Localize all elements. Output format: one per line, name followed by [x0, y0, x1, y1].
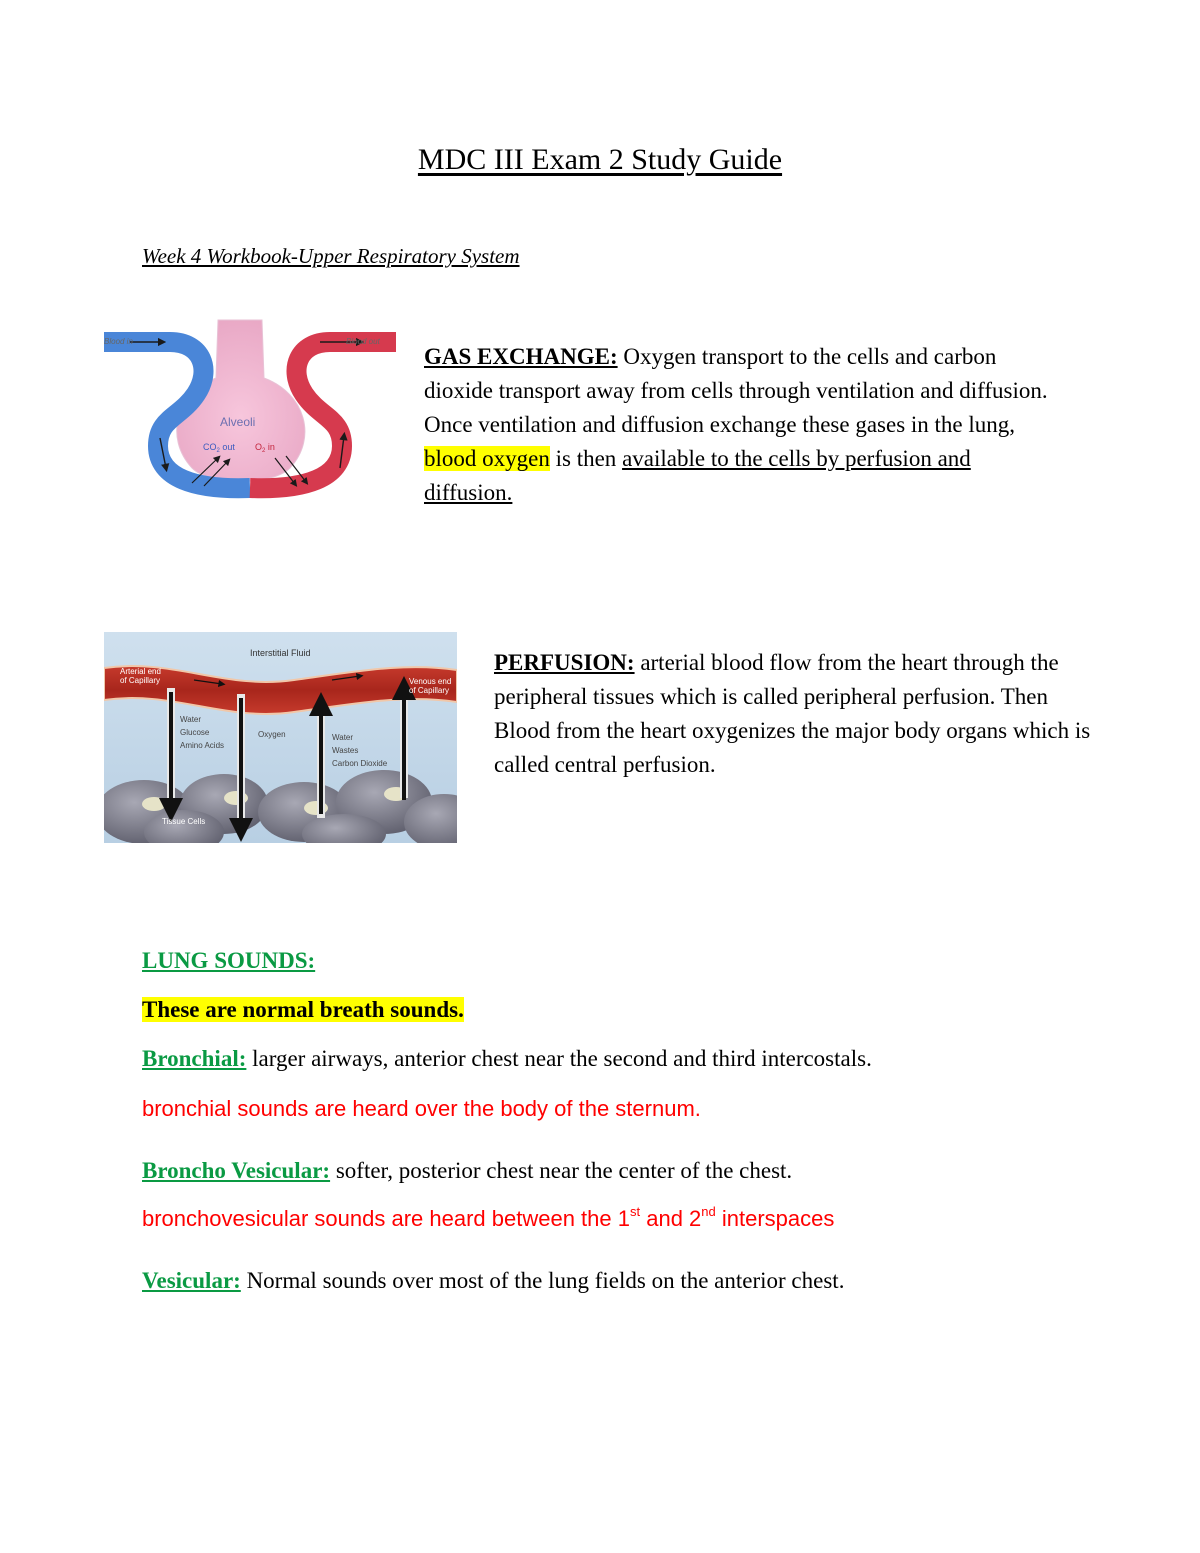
- vesicular-label: Vesicular:: [142, 1268, 241, 1293]
- arterial-label-2: of Capillary: [120, 676, 161, 685]
- blood-in-label: Blood in: [104, 337, 133, 346]
- gas-exchange-heading: GAS EXCHANGE:: [424, 344, 618, 369]
- blood-oxygen-highlight: blood oxygen: [424, 446, 550, 471]
- tissue-cells-label: Tissue Cells: [162, 817, 206, 826]
- lung-sounds-heading: LUNG SOUNDS:: [142, 948, 316, 973]
- broncho-vesicular-note: bronchovesicular sounds are heard between the 1st and 2nd interspaces: [142, 1204, 835, 1231]
- bronchial-note: bronchial sounds are heard over the body of the sternum.: [142, 1096, 701, 1121]
- blood-out-label: Blood out: [346, 337, 380, 346]
- arterial-label-1: Arterial end: [120, 667, 161, 676]
- venous-label-1: Venous end: [409, 677, 452, 686]
- interstitial-label: Interstitial Fluid: [250, 648, 311, 658]
- gas-exchange-paragraph: GAS EXCHANGE: Oxygen transport to the cells and carbon dioxide transport away from cells through ventilation and diffusion. Once ventilation and diffusion exchange these gases in the lung, blood oxygen is then available to the cells by perfusion and diffusion.: [424, 344, 1048, 505]
- right-list-2: Wastes: [332, 746, 359, 755]
- co2-label: $CO_2$ out: [203, 442, 235, 454]
- oxygen-label: Oxygen: [258, 730, 286, 739]
- vesicular-line: Vesicular: Normal sounds over most of the lung fields on the anterior chest.: [142, 1268, 845, 1293]
- broncho-vesicular-line: Broncho Vesicular: softer, posterior chest near the center of the chest.: [142, 1158, 793, 1183]
- right-list-1: Water: [332, 733, 354, 742]
- bronchial-label: Bronchial:: [142, 1046, 247, 1071]
- alveoli-label: Alveoli: [220, 415, 256, 429]
- venous-label-2: of Capillary: [409, 686, 450, 695]
- bronchial-line: Bronchial: larger airways, anterior chest near the second and third intercostals.: [142, 1046, 872, 1071]
- document-title: MDC III Exam 2 Study Guide: [417, 143, 783, 176]
- broncho-vesicular-label: Broncho Vesicular:: [142, 1158, 331, 1183]
- perfusion-heading: PERFUSION:: [494, 650, 635, 675]
- left-list-3: Amino Acids: [180, 741, 225, 750]
- gas-exchange-figure: [100, 318, 400, 508]
- perfusion-figure: [104, 632, 457, 843]
- left-list-2: Glucose: [180, 728, 210, 737]
- perfusion-paragraph: PERFUSION: arterial blood flow from the heart through the peripheral tissues which is called peripheral perfusion. Then Blood from the heart oxygenizes the major body organs which is called central perfusion.: [494, 650, 1091, 777]
- left-list-1: Water: [180, 715, 202, 724]
- week-heading: Week 4 Workbook-Upper Respiratory System: [142, 244, 520, 268]
- o2-label: $O_2$ in: [255, 442, 275, 454]
- normal-breath-sounds: These are normal breath sounds.: [142, 997, 464, 1022]
- right-list-3: Carbon Dioxide: [332, 759, 388, 768]
